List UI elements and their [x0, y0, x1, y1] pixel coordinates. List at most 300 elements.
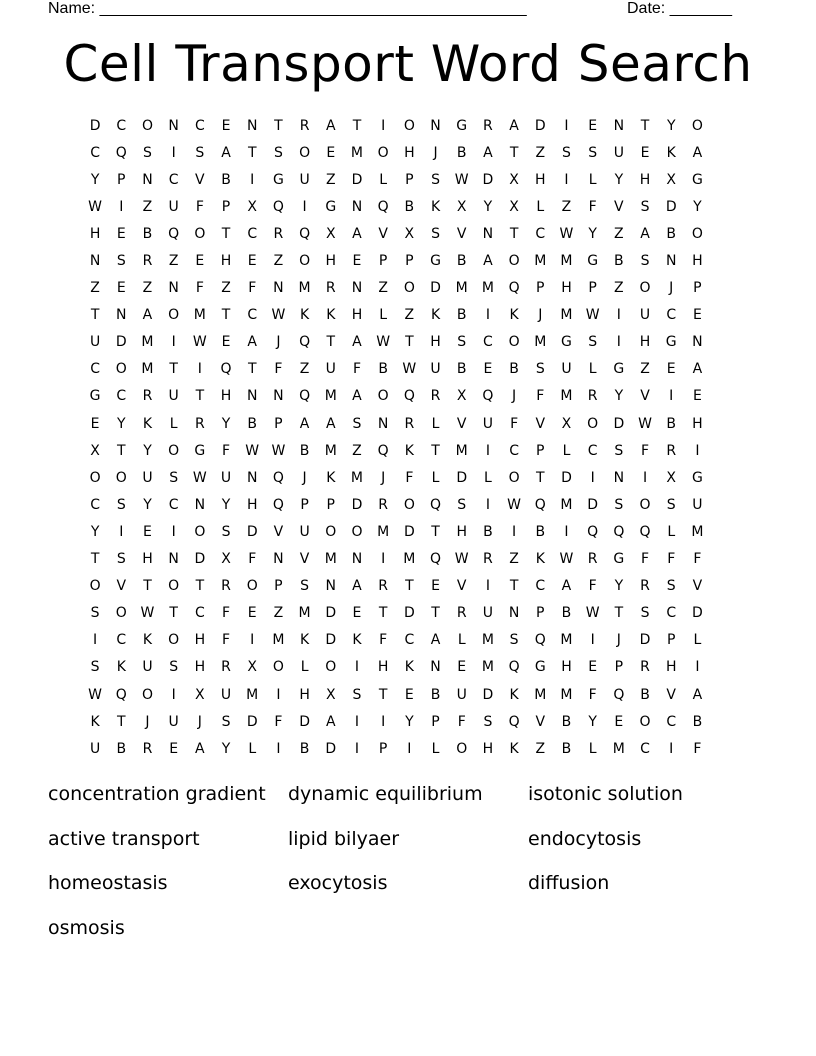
grid-letter[interactable]: H: [692, 415, 703, 432]
grid-letter[interactable]: S: [614, 442, 624, 459]
grid-letter[interactable]: O: [508, 334, 520, 351]
grid-letter[interactable]: H: [377, 659, 389, 676]
grid-letter[interactable]: V: [273, 523, 284, 540]
grid-letter[interactable]: I: [354, 713, 360, 730]
grid-letter[interactable]: N: [246, 469, 258, 486]
grid-letter[interactable]: T: [221, 307, 231, 324]
grid-letter[interactable]: H: [535, 171, 546, 188]
grid-letter[interactable]: L: [562, 442, 571, 459]
grid-letter[interactable]: I: [171, 523, 176, 540]
grid-letter[interactable]: F: [457, 713, 466, 730]
grid-letter[interactable]: T: [431, 442, 440, 459]
grid-letter[interactable]: R: [378, 496, 389, 513]
grid-letter[interactable]: C: [116, 388, 127, 405]
grid-letter[interactable]: D: [246, 713, 258, 730]
grid-letter[interactable]: E: [247, 253, 257, 270]
grid-letter[interactable]: C: [404, 632, 415, 649]
grid-letter[interactable]: I: [590, 632, 595, 649]
grid-letter[interactable]: U: [692, 496, 703, 513]
grid-letter[interactable]: M: [560, 388, 573, 405]
grid-letter[interactable]: F: [248, 280, 257, 297]
grid-letter[interactable]: P: [588, 280, 597, 297]
grid-letter[interactable]: S: [116, 253, 126, 270]
grid-letter[interactable]: T: [169, 605, 178, 622]
grid-letter[interactable]: H: [482, 740, 494, 757]
grid-letter[interactable]: T: [509, 144, 519, 161]
grid-letter[interactable]: F: [641, 551, 650, 568]
grid-letter[interactable]: E: [247, 605, 257, 622]
grid-letter[interactable]: Q: [377, 442, 389, 459]
grid-letter[interactable]: X: [325, 686, 336, 703]
grid-letter[interactable]: S: [562, 144, 571, 161]
grid-letter[interactable]: C: [666, 713, 677, 730]
grid-letter[interactable]: H: [639, 334, 651, 351]
grid-letter[interactable]: S: [273, 144, 283, 161]
grid-letter[interactable]: S: [143, 144, 152, 161]
grid-letter[interactable]: N: [142, 171, 153, 188]
grid-letter[interactable]: B: [299, 740, 310, 757]
grid-letter[interactable]: C: [116, 632, 127, 649]
grid-letter[interactable]: T: [614, 605, 624, 622]
grid-letter[interactable]: M: [534, 686, 547, 703]
grid-letter[interactable]: C: [194, 117, 205, 134]
grid-letter[interactable]: D: [692, 605, 703, 622]
grid-letter[interactable]: E: [404, 686, 414, 703]
grid-letter[interactable]: Z: [614, 225, 624, 242]
grid-letter[interactable]: F: [274, 713, 283, 730]
grid-letter[interactable]: W: [559, 551, 574, 568]
grid-letter[interactable]: S: [483, 713, 493, 730]
grid-letter[interactable]: B: [561, 713, 572, 730]
grid-letter[interactable]: Z: [404, 307, 415, 324]
grid-letter[interactable]: L: [667, 523, 676, 540]
grid-letter[interactable]: M: [193, 307, 206, 324]
grid-letter[interactable]: T: [221, 225, 231, 242]
grid-letter[interactable]: D: [561, 469, 572, 486]
grid-letter[interactable]: W: [192, 469, 207, 486]
grid-letter[interactable]: Y: [588, 713, 597, 730]
grid-letter[interactable]: O: [403, 280, 415, 297]
grid-letter[interactable]: S: [431, 171, 440, 188]
grid-letter[interactable]: Z: [614, 280, 624, 297]
grid-letter[interactable]: P: [405, 171, 414, 188]
grid-letter[interactable]: Y: [693, 198, 702, 215]
grid-letter[interactable]: M: [612, 740, 625, 757]
grid-letter[interactable]: F: [274, 361, 283, 378]
grid-letter[interactable]: Q: [534, 632, 546, 649]
grid-letter[interactable]: T: [536, 469, 545, 486]
grid-letter[interactable]: M: [141, 334, 154, 351]
grid-letter[interactable]: G: [272, 171, 284, 188]
grid-letter[interactable]: K: [430, 198, 441, 215]
grid-letter[interactable]: Z: [168, 253, 179, 270]
grid-letter[interactable]: I: [250, 171, 255, 188]
grid-letter[interactable]: U: [142, 469, 153, 486]
grid-letter[interactable]: A: [561, 578, 572, 595]
grid-letter[interactable]: O: [141, 117, 153, 134]
grid-letter[interactable]: N: [430, 659, 441, 676]
grid-letter[interactable]: S: [588, 334, 598, 351]
grid-letter[interactable]: I: [564, 523, 569, 540]
grid-letter[interactable]: H: [665, 659, 677, 676]
grid-letter[interactable]: D: [89, 117, 101, 134]
grid-letter[interactable]: U: [168, 388, 179, 405]
grid-letter[interactable]: D: [325, 632, 337, 649]
grid-letter[interactable]: S: [509, 632, 519, 649]
grid-letter[interactable]: M: [481, 659, 494, 676]
grid-letter[interactable]: Q: [639, 523, 651, 540]
grid-letter[interactable]: X: [456, 198, 467, 215]
grid-letter[interactable]: J: [538, 307, 543, 324]
grid-letter[interactable]: V: [299, 551, 310, 568]
grid-letter[interactable]: O: [587, 415, 599, 432]
grid-letter[interactable]: C: [168, 171, 179, 188]
grid-letter[interactable]: F: [405, 469, 414, 486]
grid-letter[interactable]: T: [143, 578, 152, 595]
grid-letter[interactable]: H: [194, 659, 206, 676]
grid-letter[interactable]: N: [273, 280, 284, 297]
grid-letter[interactable]: B: [404, 198, 415, 215]
grid-letter[interactable]: Z: [273, 253, 284, 270]
grid-letter[interactable]: O: [377, 144, 389, 161]
grid-letter[interactable]: O: [639, 713, 651, 730]
grid-letter[interactable]: F: [195, 198, 204, 215]
grid-letter[interactable]: A: [352, 334, 362, 351]
grid-letter[interactable]: E: [457, 659, 467, 676]
grid-letter[interactable]: N: [508, 605, 520, 622]
grid-letter[interactable]: Z: [273, 605, 284, 622]
grid-letter[interactable]: I: [381, 551, 386, 568]
grid-letter[interactable]: C: [247, 225, 258, 242]
grid-letter[interactable]: T: [431, 523, 440, 540]
grid-letter[interactable]: I: [354, 659, 360, 676]
grid-letter[interactable]: E: [116, 280, 126, 297]
grid-letter[interactable]: I: [564, 117, 569, 134]
grid-letter[interactable]: Q: [430, 496, 442, 513]
grid-letter[interactable]: S: [614, 496, 624, 513]
grid-letter[interactable]: C: [666, 307, 677, 324]
grid-letter[interactable]: B: [247, 415, 258, 432]
grid-letter[interactable]: Q: [482, 388, 494, 405]
grid-letter[interactable]: T: [274, 117, 283, 134]
grid-letter[interactable]: T: [117, 442, 126, 459]
grid-letter[interactable]: O: [194, 523, 206, 540]
grid-letter[interactable]: O: [194, 225, 206, 242]
grid-letter[interactable]: A: [352, 225, 362, 242]
grid-letter[interactable]: I: [197, 361, 202, 378]
grid-letter[interactable]: H: [561, 280, 572, 297]
grid-letter[interactable]: T: [431, 605, 440, 622]
grid-letter[interactable]: R: [221, 659, 231, 676]
grid-letter[interactable]: G: [587, 253, 599, 270]
grid-letter[interactable]: J: [669, 280, 674, 297]
grid-letter[interactable]: T: [247, 361, 257, 378]
grid-letter[interactable]: A: [352, 388, 362, 405]
grid-letter[interactable]: I: [642, 469, 648, 486]
grid-letter[interactable]: O: [403, 117, 415, 134]
grid-letter[interactable]: E: [588, 659, 598, 676]
grid-letter[interactable]: E: [692, 307, 702, 324]
grid-letter[interactable]: T: [352, 117, 362, 134]
grid-letter[interactable]: Z: [142, 198, 153, 215]
grid-letter[interactable]: O: [89, 578, 101, 595]
grid-letter[interactable]: F: [693, 551, 702, 568]
grid-letter[interactable]: C: [509, 442, 519, 459]
grid-letter[interactable]: M: [141, 361, 154, 378]
grid-letter[interactable]: Y: [666, 117, 676, 134]
grid-letter[interactable]: L: [484, 469, 492, 486]
grid-letter[interactable]: O: [272, 659, 284, 676]
grid-letter[interactable]: C: [640, 740, 650, 757]
grid-letter[interactable]: Z: [90, 280, 100, 297]
grid-letter[interactable]: B: [430, 686, 441, 703]
grid-letter[interactable]: Q: [403, 388, 415, 405]
grid-letter[interactable]: N: [273, 551, 284, 568]
grid-letter[interactable]: Q: [508, 713, 520, 730]
grid-letter[interactable]: Y: [117, 415, 126, 432]
grid-letter[interactable]: Q: [299, 225, 311, 242]
grid-letter[interactable]: L: [457, 632, 466, 649]
grid-letter[interactable]: R: [404, 415, 415, 432]
grid-letter[interactable]: Y: [614, 171, 624, 188]
grid-letter[interactable]: F: [536, 388, 545, 405]
grid-letter[interactable]: O: [141, 686, 153, 703]
grid-letter[interactable]: Z: [142, 280, 153, 297]
grid-letter[interactable]: T: [90, 551, 100, 568]
grid-letter[interactable]: E: [326, 144, 336, 161]
grid-letter[interactable]: C: [587, 442, 598, 459]
grid-letter[interactable]: F: [588, 686, 597, 703]
grid-letter[interactable]: W: [454, 171, 469, 188]
grid-letter[interactable]: M: [298, 280, 311, 297]
grid-letter[interactable]: K: [666, 144, 676, 161]
grid-letter[interactable]: M: [560, 496, 573, 513]
grid-letter[interactable]: F: [641, 442, 650, 459]
grid-letter[interactable]: D: [456, 469, 468, 486]
grid-letter[interactable]: Q: [430, 551, 442, 568]
grid-letter[interactable]: H: [246, 496, 258, 513]
grid-letter[interactable]: B: [483, 523, 493, 540]
grid-letter[interactable]: N: [168, 280, 179, 297]
grid-letter[interactable]: K: [142, 632, 153, 649]
grid-letter[interactable]: S: [352, 415, 362, 432]
grid-letter[interactable]: V: [378, 225, 388, 242]
grid-letter[interactable]: K: [300, 307, 310, 324]
grid-letter[interactable]: Q: [299, 388, 311, 405]
grid-letter[interactable]: J: [616, 632, 621, 649]
grid-letter[interactable]: T: [640, 117, 650, 134]
grid-letter[interactable]: H: [456, 523, 467, 540]
grid-letter[interactable]: B: [456, 361, 467, 378]
grid-letter[interactable]: X: [509, 198, 519, 215]
grid-letter[interactable]: N: [246, 388, 258, 405]
grid-letter[interactable]: B: [221, 171, 231, 188]
grid-letter[interactable]: L: [431, 469, 440, 486]
grid-letter[interactable]: H: [299, 686, 310, 703]
grid-letter[interactable]: U: [220, 469, 232, 486]
grid-letter[interactable]: I: [381, 117, 386, 134]
grid-letter[interactable]: F: [667, 551, 676, 568]
grid-letter[interactable]: B: [692, 713, 703, 730]
grid-letter[interactable]: V: [116, 578, 127, 595]
grid-letter[interactable]: C: [535, 578, 546, 595]
grid-letter[interactable]: N: [116, 307, 127, 324]
grid-letter[interactable]: J: [197, 713, 202, 730]
grid-letter[interactable]: L: [693, 632, 702, 649]
grid-letter[interactable]: Y: [221, 740, 231, 757]
grid-letter[interactable]: Q: [613, 523, 625, 540]
grid-letter[interactable]: K: [300, 632, 310, 649]
grid-letter[interactable]: W: [271, 442, 286, 459]
grid-letter[interactable]: F: [693, 740, 702, 757]
grid-letter[interactable]: H: [325, 253, 337, 270]
grid-letter[interactable]: K: [90, 713, 100, 730]
grid-letter[interactable]: T: [117, 713, 126, 730]
grid-letter[interactable]: C: [194, 605, 205, 622]
grid-letter[interactable]: W: [376, 334, 391, 351]
grid-letter[interactable]: O: [639, 280, 651, 297]
grid-letter[interactable]: O: [168, 632, 180, 649]
grid-letter[interactable]: E: [90, 415, 100, 432]
grid-letter[interactable]: X: [221, 551, 231, 568]
grid-letter[interactable]: O: [377, 388, 389, 405]
grid-letter[interactable]: O: [508, 469, 520, 486]
grid-letter[interactable]: R: [378, 578, 389, 595]
grid-letter[interactable]: W: [192, 334, 207, 351]
grid-letter[interactable]: D: [430, 280, 441, 297]
grid-letter[interactable]: G: [89, 388, 101, 405]
grid-letter[interactable]: H: [692, 253, 703, 270]
grid-letter[interactable]: H: [430, 334, 441, 351]
grid-letter[interactable]: F: [195, 280, 204, 297]
grid-letter[interactable]: B: [456, 144, 467, 161]
grid-letter[interactable]: C: [116, 117, 127, 134]
grid-letter[interactable]: D: [403, 605, 415, 622]
grid-letter[interactable]: O: [299, 144, 311, 161]
grid-letter[interactable]: M: [560, 253, 573, 270]
grid-letter[interactable]: B: [509, 361, 519, 378]
grid-letter[interactable]: M: [481, 632, 494, 649]
grid-letter[interactable]: I: [669, 388, 674, 405]
grid-letter[interactable]: M: [560, 632, 573, 649]
grid-letter[interactable]: S: [431, 225, 440, 242]
grid-letter[interactable]: N: [482, 225, 494, 242]
grid-letter[interactable]: X: [509, 171, 519, 188]
grid-letter[interactable]: V: [692, 578, 703, 595]
grid-letter[interactable]: A: [692, 361, 703, 378]
grid-letter[interactable]: D: [299, 713, 310, 730]
grid-letter[interactable]: P: [614, 659, 624, 676]
grid-letter[interactable]: L: [300, 659, 309, 676]
grid-letter[interactable]: W: [245, 442, 260, 459]
grid-letter[interactable]: M: [455, 442, 468, 459]
grid-letter[interactable]: S: [221, 713, 231, 730]
grid-letter[interactable]: I: [119, 523, 124, 540]
grid-letter[interactable]: M: [324, 388, 337, 405]
grid-letter[interactable]: R: [430, 388, 441, 405]
grid-letter[interactable]: D: [482, 686, 494, 703]
grid-letter[interactable]: P: [274, 578, 283, 595]
grid-letter[interactable]: J: [302, 469, 307, 486]
grid-letter[interactable]: A: [325, 713, 336, 730]
grid-letter[interactable]: I: [590, 469, 595, 486]
grid-letter[interactable]: Q: [377, 198, 389, 215]
grid-letter[interactable]: M: [534, 253, 547, 270]
grid-letter[interactable]: O: [299, 253, 311, 270]
grid-letter[interactable]: Y: [588, 225, 597, 242]
grid-letter[interactable]: Q: [168, 225, 180, 242]
grid-letter[interactable]: R: [273, 225, 284, 242]
grid-letter[interactable]: W: [638, 415, 652, 432]
grid-letter[interactable]: S: [169, 469, 179, 486]
grid-letter[interactable]: L: [588, 361, 597, 378]
grid-letter[interactable]: N: [351, 198, 363, 215]
grid-letter[interactable]: K: [535, 551, 545, 568]
grid-letter[interactable]: C: [90, 496, 100, 513]
grid-letter[interactable]: B: [561, 605, 572, 622]
grid-letter[interactable]: N: [351, 280, 363, 297]
grid-letter[interactable]: Y: [221, 496, 231, 513]
grid-letter[interactable]: P: [117, 171, 126, 188]
grid-letter[interactable]: B: [116, 740, 127, 757]
grid-letter[interactable]: S: [169, 659, 179, 676]
grid-letter[interactable]: R: [325, 280, 336, 297]
grid-letter[interactable]: A: [247, 334, 257, 351]
grid-letter[interactable]: S: [640, 253, 650, 270]
grid-letter[interactable]: D: [534, 117, 546, 134]
grid-letter[interactable]: R: [587, 388, 598, 405]
grid-letter[interactable]: Q: [272, 469, 284, 486]
grid-letter[interactable]: S: [116, 551, 126, 568]
grid-letter[interactable]: Q: [272, 198, 284, 215]
grid-letter[interactable]: G: [665, 334, 677, 351]
grid-letter[interactable]: S: [588, 144, 598, 161]
grid-letter[interactable]: K: [326, 469, 336, 486]
grid-letter[interactable]: T: [195, 578, 205, 595]
grid-letter[interactable]: P: [536, 442, 545, 459]
grid-letter[interactable]: P: [378, 253, 388, 270]
grid-letter[interactable]: H: [142, 551, 153, 568]
grid-letter[interactable]: E: [352, 253, 362, 270]
grid-letter[interactable]: R: [640, 578, 650, 595]
grid-letter[interactable]: M: [298, 605, 311, 622]
grid-letter[interactable]: Q: [115, 144, 127, 161]
grid-letter[interactable]: B: [535, 523, 546, 540]
grid-letter[interactable]: S: [666, 578, 676, 595]
grid-letter[interactable]: D: [351, 171, 363, 188]
grid-letter[interactable]: I: [381, 713, 386, 730]
grid-letter[interactable]: W: [585, 307, 600, 324]
grid-letter[interactable]: A: [640, 225, 650, 242]
grid-letter[interactable]: F: [222, 442, 231, 459]
grid-letter[interactable]: A: [352, 578, 362, 595]
grid-letter[interactable]: M: [350, 144, 364, 161]
grid-letter[interactable]: O: [325, 523, 337, 540]
grid-letter[interactable]: U: [168, 713, 179, 730]
grid-letter[interactable]: B: [614, 253, 624, 270]
grid-letter[interactable]: N: [377, 415, 389, 432]
grid-letter[interactable]: M: [324, 442, 337, 459]
grid-letter[interactable]: O: [115, 361, 127, 378]
grid-letter[interactable]: Y: [143, 496, 152, 513]
grid-letter[interactable]: Y: [90, 171, 100, 188]
grid-letter[interactable]: I: [669, 740, 674, 757]
grid-letter[interactable]: H: [639, 171, 651, 188]
grid-letter[interactable]: U: [613, 144, 624, 161]
grid-letter[interactable]: B: [456, 253, 467, 270]
grid-letter[interactable]: F: [510, 415, 519, 432]
grid-letter[interactable]: U: [89, 334, 101, 351]
